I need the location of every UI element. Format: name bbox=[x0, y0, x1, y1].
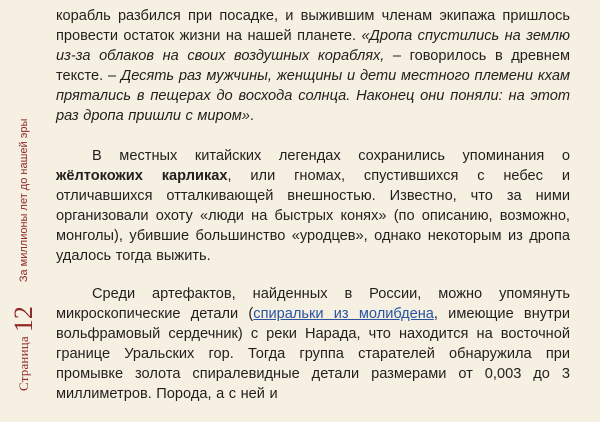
paragraph-1 bbox=[56, 6, 570, 126]
paragraph-text: Среди артефактов, найденных в России, можно упомянуть микроскопические детали ( bbox=[56, 286, 570, 322]
molybdenum-spirals-link[interactable]: спиральки из молибдена bbox=[253, 306, 434, 322]
page-label: Страница bbox=[16, 336, 31, 391]
article-body bbox=[56, 6, 570, 404]
quote-text: Десять раз мужчины, женщины и дети местного племени кхам прятались в пещерах до восхода солнца. Наконец они поняли: на этот раз дропа пришли с миром» bbox=[56, 68, 570, 124]
paragraph-text: , имеющие внутри вольфрамовый сердечник) с реки Нарада, что находится на восточной границе Уральских гор. Тогда группа старателей обнаружила при промывке золота спиралевидные детали размерами от 0,003 до 3 миллиметров. Порода, а с ней и bbox=[56, 306, 570, 402]
paragraph-text: – говорилось в древнем тексте. – bbox=[56, 48, 570, 84]
margin-header bbox=[10, 11, 38, 411]
bold-term: жёлтокожих карликах bbox=[56, 168, 228, 184]
section-title: За миллионы лет до нашей эры bbox=[18, 118, 30, 283]
page-margin bbox=[0, 0, 48, 422]
page-number: 12 bbox=[9, 306, 38, 333]
paragraph-2 bbox=[56, 146, 570, 266]
paragraph-text: В местных китайских легендах сохранились упоминания о bbox=[92, 148, 570, 164]
paragraph-text: корабль разбился при посадке, и выжившим членам экипажа пришлось провести остаток жизни на нашей планете. bbox=[56, 8, 570, 44]
paragraph-3 bbox=[56, 284, 570, 404]
paragraph-text: . bbox=[249, 108, 254, 124]
quote-text: «Дропа спустились на землю из-за облаков на своих воздушных кораблях, bbox=[56, 28, 570, 64]
paragraph-text: , или гномах, спустившихся с небес и отличавшихся отталкивающей внешностью. Известно, что за ними организовали охоту «люди на быстрых конях» (по описанию, возможно, монголы), убившие большинство «уродцев», однако некоторым из дропа удалось тогда выжить. bbox=[56, 168, 570, 264]
